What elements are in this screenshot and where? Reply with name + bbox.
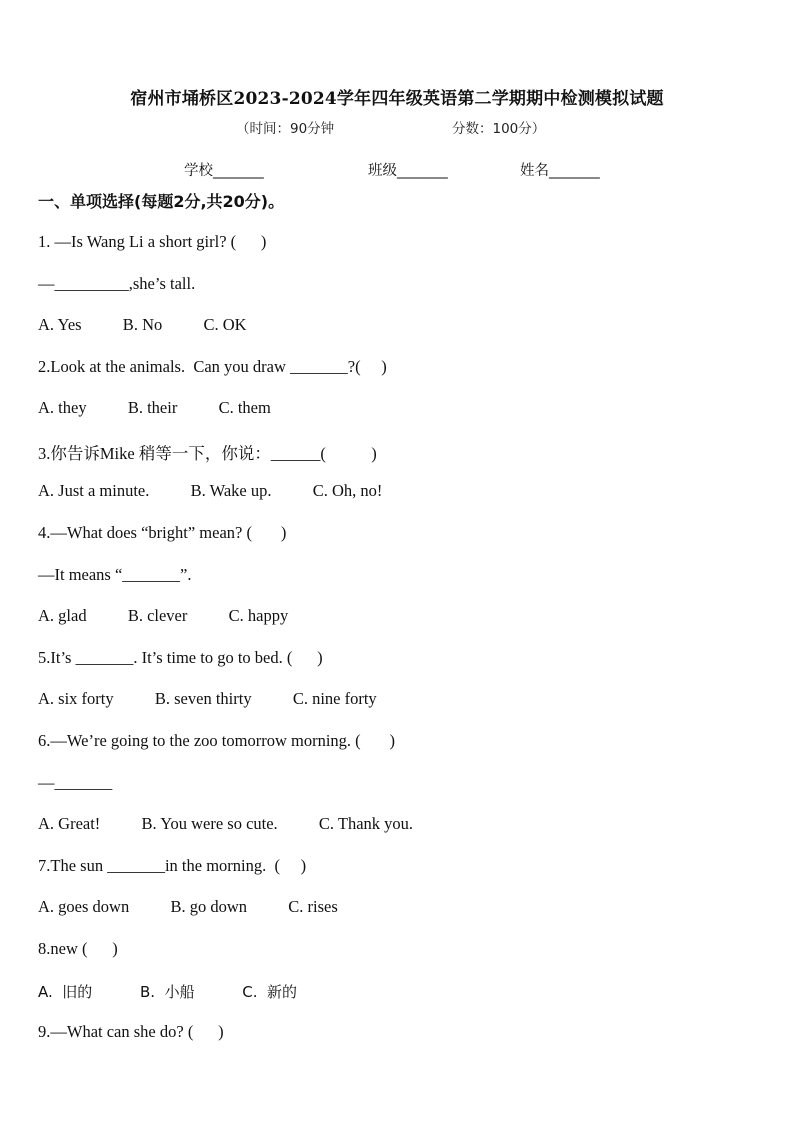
options-line: A. six forty B. seven thirty C. nine forty: [38, 689, 377, 708]
question-line: 4.—What does “bright” mean? ( ): [38, 523, 287, 542]
options-line: A. glad B. clever C. happy: [38, 606, 289, 625]
school-field: 学校_______: [184, 163, 264, 179]
options-line: A. they B. their C. them: [38, 398, 271, 417]
page-title: 宿州市埇桥区2023-2024学年四年级英语第二学期期中检测模拟试题: [130, 89, 664, 109]
name-field: 姓名_______: [520, 163, 600, 179]
question-line: 7.The sun _______in the morning. ( ): [38, 856, 307, 875]
question-line: 8.new ( ): [38, 939, 118, 958]
options-line: A. Yes B. No C. OK: [38, 315, 247, 334]
options-line: A. Great! B. You were so cute. C. Thank you.: [38, 814, 414, 833]
section-heading: 一、单项选择(每题2分,共20分)。: [38, 192, 285, 211]
exam-score: 分数：100分）: [452, 121, 546, 137]
options-line: A. 旧的 B. 小船 C. 新的: [38, 983, 298, 1001]
question-line: 6.—We’re going to the zoo tomorrow morning. ( ): [38, 731, 396, 750]
answer-line: —_________,she’s tall.: [38, 274, 196, 293]
class-field: 班级_______: [368, 163, 448, 179]
question-line: 5.It’s _______. It’s time to go to bed. ( ): [38, 648, 323, 667]
answer-line: —_______: [38, 773, 113, 792]
options-line: A. Just a minute. B. Wake up. C. Oh, no!: [38, 481, 383, 500]
question-line: 9.—What can she do? ( ): [38, 1022, 224, 1041]
question-line: 3.你告诉Mike 稍等一下，你说：______( ): [38, 444, 377, 463]
question-line: 1. —Is Wang Li a short girl? ( ): [38, 232, 267, 251]
options-line: A. goes down B. go down C. rises: [38, 897, 338, 916]
answer-line: —It means “_______”.: [38, 565, 192, 584]
exam-time: （时间：90分钟: [236, 121, 335, 137]
question-line: 2.Look at the animals. Can you draw _______?( ): [38, 357, 387, 376]
